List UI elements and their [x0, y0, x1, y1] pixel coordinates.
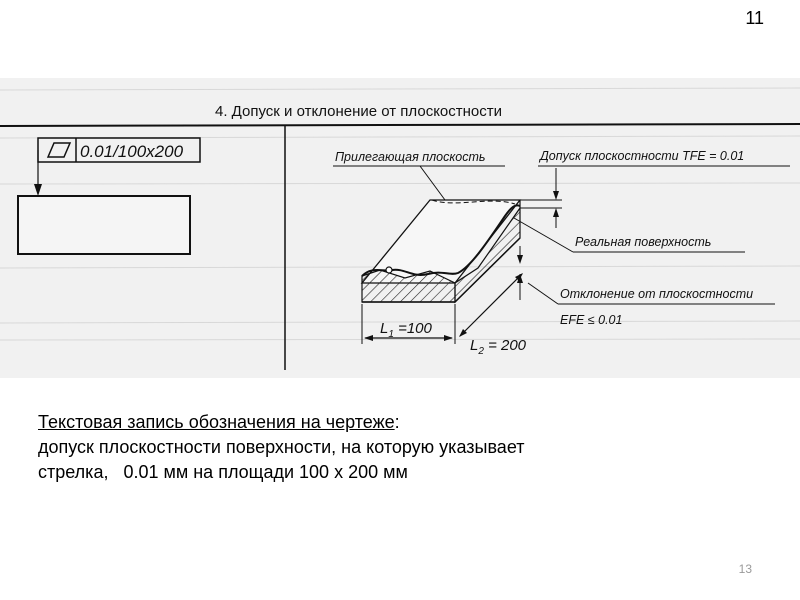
label-tolerance: Допуск плоскостности TFE = 0.01	[540, 149, 745, 163]
part-rectangle	[18, 196, 190, 254]
dimension-l2: $L_2 = 200$	[470, 337, 527, 357]
frame-value: 0.01/100x200	[80, 142, 184, 161]
flatness-diagram	[0, 78, 800, 378]
caption-line-2: допуск плоскостности поверхности, на которую указывает	[38, 437, 525, 457]
caption-line-3: стрелка, 0.01 мм на площади 100 х 200 мм	[38, 462, 408, 482]
scanned-figure	[0, 78, 800, 378]
slide-number: 13	[738, 562, 752, 576]
page-number: 11	[745, 8, 764, 28]
label-efe: EFE ≤ 0.01	[560, 313, 623, 327]
heading-rule	[0, 124, 800, 126]
leader-arrow-icon	[34, 184, 42, 196]
flatness-symbol-icon	[48, 143, 70, 157]
caption-title: Текстовая запись обозначения на чертеже	[38, 412, 395, 432]
label-adjacent-plane: Прилегающая плоскость	[335, 150, 486, 164]
caption	[38, 410, 758, 485]
figure-heading: 4. Допуск и отклонение от плоскостности	[215, 103, 503, 120]
label-real-surface: Реальная поверхность	[575, 235, 712, 249]
caption-title-colon: :	[394, 412, 400, 432]
label-deviation: Отклонение от плоскостности	[560, 287, 754, 301]
caption-title-line	[38, 410, 758, 435]
dimension-l1: $L_1 =100$	[380, 320, 432, 340]
